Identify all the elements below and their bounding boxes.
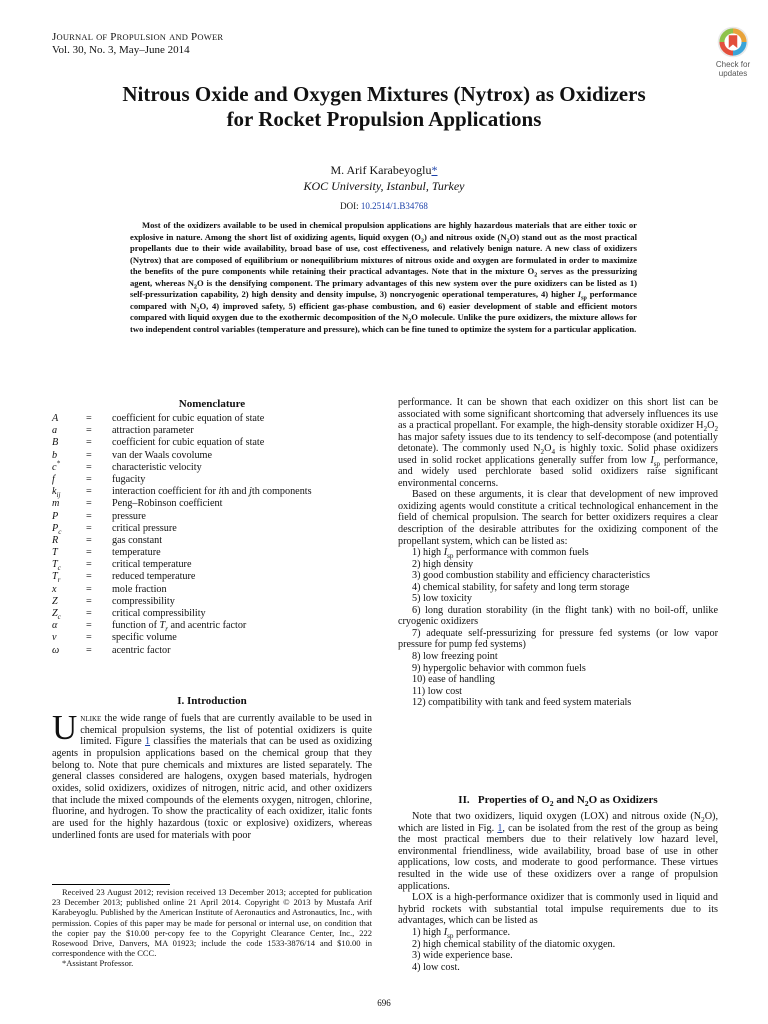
nomenclature-symbol: $T_c$ [52, 559, 61, 573]
list-item: 2) high chemical stability of the diatomic oxygen. [412, 938, 616, 950]
nomenclature-equals: = [86, 559, 92, 571]
section2-text [398, 811, 718, 973]
nomenclature-row [52, 437, 372, 449]
nomenclature-equals: = [86, 510, 92, 522]
section2-paragraph-2: LOX is a high-performance oxidizer that is commonly used in liquid and hybrid rockets with substantial total impulse requirements due to its advantages, which can be listed as [398, 892, 718, 927]
list-item: 5) low toxicity [412, 593, 472, 605]
nomenclature-definition: mole fraction [112, 583, 167, 595]
intro-text-part2: classifies the materials that can be used as oxidizing agents in propulsion applications based on the chemical group that they belong to. Note that pure chemicals and mixtures are listed separately. The general classes considered are halogens, oxygen based materials, hydrogen oxides, solid oxidizers, oxidizes of nitrogen, nitric acid, and other oxidizers that include the mixed compounds of the elements oxygen, nitrogen, chlorine, fluorine, and hydrogen. To show the practicality of each oxidizer, italic fonts are used for the highly hazardous (toxic or explosive) oxidizers, whereas underlined fonts are used for materials with poor [52, 736, 372, 841]
nomenclature-row [52, 498, 372, 510]
nomenclature-equals: = [86, 608, 92, 619]
affiliation: KOC University, Istanbul, Turkey [303, 179, 465, 193]
nomenclature-definition: specific volume [112, 632, 177, 644]
author-footnote-link[interactable]: * [431, 163, 438, 177]
nomenclature-symbol: v [52, 632, 57, 644]
nomenclature-row [52, 523, 372, 535]
list-item: 2) high density [412, 558, 474, 570]
nomenclature-row [52, 584, 372, 596]
right-column-text [398, 397, 718, 709]
paper-title [40, 82, 728, 132]
nomenclature-equals: = [86, 571, 92, 583]
nomenclature-symbol: b [52, 449, 58, 461]
check-for-updates-badge[interactable] [700, 25, 766, 81]
journal-name [52, 31, 223, 44]
list-item: 1) high $I_{sp}$ performance with common fuels [412, 547, 589, 561]
nomenclature-row [52, 559, 372, 571]
introduction-text [52, 708, 372, 841]
paper-title-line1: Nitrous Oxide and Oxygen Mixtures (Nytrox) as Oxidizers [122, 82, 646, 106]
right-paragraph-2: Based on these arguments, it is clear that development of new improved oxidizing agents would constitute a critical technological enhancement in the field of chemical propulsion. The search for better oxidizers requires a clear description of the desirable attributes for the oxidizing component of the propellant system, which can be listed as: [398, 489, 718, 547]
footnote [52, 887, 372, 969]
nomenclature-row [52, 608, 372, 620]
dropcap-letter: U [52, 708, 78, 747]
nomenclature-row [52, 511, 372, 523]
list-item: 11) low cost [412, 685, 462, 697]
nomenclature-definition: critical compressibility [112, 608, 206, 619]
doi-line [40, 201, 728, 212]
list-item: 3) wide experience base. [412, 950, 513, 962]
list-item: 12) compatibility with tank and feed system materials [412, 697, 632, 709]
nomenclature-symbol: $P_c$ [52, 522, 62, 536]
abstract: Most of the oxidizers available to be used in chemical propulsion applications are highly hazardous materials that are either toxic or explosive in nature. Among the short list of oxidizing agents, liquid oxygen $(O_2)$ and nitrous oxide $(N_2O)$ stand out as the most practical propellants due to their wide availability, broad base of use, cost effectiveness, and relatively benign nature. A new class of oxidizers (Nytrox) that are composed of equilibrium or nonequilibrium mixtures of nitrous oxide and oxygen are formulated in order to maximize the benefits of the pure components while retaining their practical advantages. Note that in the mixture $O_2$ serves as the pressurizing agent, whereas $N_2O$ is the densifying component. The primary advantages of this new system over the pure oxidizers can be listed as 1) self-pressurization capability, 2) high density and density impulse, 3) noncryogenic operational temperatures, 4) higher $I_{sp}$ performance compared with $N_2O$, 4) improved safety, 5) efficient gas-phase combustion, and 6) easier development of stable and efficient motors compared with liquid oxygen due to the exothermic decomposition of the $N_2O$ molecule. Unlike the pure oxidizers, the mixture allows for two independent control variables (temperature and pressure), which can be fine tuned to optimize the system for a particular application. [130, 220, 637, 334]
list-item: 3) good combustion stability and efficiency characteristics [412, 570, 651, 582]
nomenclature-equals: = [86, 547, 92, 559]
nomenclature-row [52, 547, 372, 559]
nomenclature-equals: = [86, 449, 92, 461]
nomenclature-row [52, 632, 372, 644]
page-number: 696 [377, 998, 391, 1008]
badge-label-line1: Check for [715, 60, 751, 69]
section-heading-properties: II. Properties of $O_2$ and $N_2O$ as Oxidizers [458, 794, 658, 809]
nomenclature-definition: temperature [112, 547, 161, 559]
nomenclature-equals: = [86, 413, 92, 424]
nomenclature-row [52, 486, 372, 498]
right-paragraph-1: performance. It can be shown that each oxidizer on this short list can be associated with some significant shortcoming that adversely influences its use as a practical propellant. For example, the high-density storable oxidizer $H_2O_2$ has major safety issues due to its tendency to self-decompose (and potentially detonate). The commonly used $N_2O_4$ is highly toxic. Solid phase oxidizers used in solid rocket applications generally suffer from low $I_{sp}$ performance, and widely used perchlorate based solid oxidizers raise significant environmental concerns. [398, 397, 718, 489]
nomenclature-equals: = [86, 437, 92, 449]
nomenclature-definition: attraction parameter [112, 425, 194, 437]
nomenclature-equals: = [86, 522, 92, 534]
nomenclature-equals: = [86, 498, 92, 510]
nomenclature-equals: = [86, 425, 92, 437]
nomenclature-equals: = [86, 534, 92, 546]
nomenclature-row [52, 645, 372, 657]
journal-name-text: JOURNAL OF PROPULSION AND POWER [52, 31, 224, 43]
nomenclature-row [52, 474, 372, 486]
section-heading-introduction: I. Introduction [177, 695, 247, 707]
footnote-author-note: *Assistant Professor. [62, 958, 134, 969]
nomenclature-row [52, 450, 372, 462]
figure-1-link[interactable]: 1 [144, 736, 151, 748]
nomenclature-equals: = [86, 486, 92, 498]
nomenclature-definition: fugacity [112, 473, 146, 485]
nomenclature-symbol: m [52, 498, 60, 510]
footnote-received: Received 23 August 2012; revision received 13 December 2013; accepted for publication 23 December 2013; published online 21 April 2014. Copyright © 2013 by Mustafa Arif Karabeyoglu. Published by the American Institute of Aeronautics and Astronautics, Inc., with permission. Copies of this paper may be made for personal or internal use, on condition that the copier pay the $10.00 per-copy fee to the Copyright Clearance Center, Inc., 222 Rosewood Drive, Danvers, MA 01923; include the code 1533-3876/14 and $10.00 in correspondence with the CCC. [52, 887, 372, 959]
section2-paragraph-1: Note that two oxidizers, liquid oxygen (LOX) and nitrous oxide $(N_2O)$, which are listed in Fig. 1, can be isolated from the rest of the group as being the most practical members due to their relatively low hazard level, environmental friendliness, wide availability, broad base of use in other applications, low costs, and moderate to good performance. These virtues resulted in the wide use of these oxidizers over a range of propulsion applications. [398, 811, 719, 892]
nomenclature-heading: Nomenclature [178, 398, 246, 410]
check-for-updates-icon [716, 25, 750, 59]
nomenclature-row [52, 413, 372, 425]
intro-lead-word: nlike [80, 713, 102, 724]
list-item: 7) adequate self-pressurizing for pressure fed systems (or low vapor pressure for pump fed systems) [398, 627, 718, 651]
list-item: 8) low freezing point [412, 651, 498, 663]
paper-title-line2: for Rocket Propulsion Applications [226, 107, 542, 131]
figure-1-link[interactable]: 1 [497, 822, 503, 834]
nomenclature-equals: = [86, 620, 92, 632]
nomenclature-row [52, 596, 372, 608]
footnote-rule [52, 884, 170, 885]
badge-label [700, 60, 766, 78]
nomenclature-definition: critical temperature [112, 559, 192, 571]
nomenclature-equals: = [86, 644, 92, 656]
nomenclature-equals: = [86, 595, 92, 607]
nomenclature-symbol: B [52, 437, 59, 449]
nomenclature-definition: characteristic velocity [112, 461, 202, 473]
nomenclature-row [52, 535, 372, 547]
nomenclature-list [52, 413, 372, 657]
list-item: 10) ease of handling [412, 674, 495, 686]
nomenclature-symbol: T [52, 547, 58, 559]
nomenclature-definition: coefficient for cubic equation of state [112, 437, 265, 449]
list-item: 4) low cost. [412, 961, 460, 973]
nomenclature-equals: = [86, 461, 92, 473]
nomenclature-definition: interaction coefficient for ith and jth components [112, 486, 312, 498]
nomenclature-symbol: R [52, 534, 59, 546]
nomenclature-equals: = [86, 583, 92, 595]
nomenclature-symbol: α [52, 620, 58, 632]
nomenclature-row [52, 459, 372, 474]
nomenclature-symbol: P [52, 510, 59, 522]
nomenclature-definition: reduced temperature [112, 571, 196, 583]
doi-link[interactable]: 10.2514/1.B34768 [360, 201, 428, 211]
nomenclature-symbol: $Z_c$ [52, 608, 61, 622]
nomenclature-definition: acentric factor [112, 644, 171, 656]
nomenclature-symbol: A [52, 413, 59, 424]
nomenclature-symbol: c* [52, 459, 61, 473]
nomenclature-symbol: a [52, 425, 58, 437]
nomenclature-symbol: x [52, 583, 57, 595]
nomenclature-definition: pressure [112, 510, 146, 522]
list-item: 9) hypergolic behavior with common fuels [412, 662, 586, 674]
author-name: M. Arif Karabeyoglu [330, 163, 432, 177]
nomenclature-definition: compressibility [112, 595, 175, 607]
journal-volume: Vol. 30, No. 3, May–June 2014 [52, 44, 190, 56]
author-line [40, 163, 728, 178]
nomenclature-symbol: ω [52, 644, 60, 656]
nomenclature-definition: coefficient for cubic equation of state [112, 413, 265, 424]
nomenclature-definition: Peng–Robinson coefficient [112, 498, 223, 510]
intro-text-part1: the wide range of fuels that are currently available to be used in chemical propulsion systems, the list of potential oxidizers is quite limited. Figure [80, 713, 372, 748]
list-item: 6) long duration storability (in the flight tank) with no boil-off, unlike cryogenic oxidizers [398, 604, 718, 628]
nomenclature-row [52, 425, 372, 437]
nomenclature-definition: gas constant [112, 534, 163, 546]
nomenclature-symbol: $k_{ij}$ [52, 486, 61, 500]
list-item: 4) chemical stability, for safety and long term storage [412, 581, 630, 593]
nomenclature-definition: critical pressure [112, 522, 177, 534]
doi-label: DOI: [340, 201, 359, 211]
nomenclature-definition: function of $T_r$ and acentric factor [112, 620, 247, 634]
nomenclature-definition: van der Waals covolume [112, 449, 212, 461]
list-item: 1) high $I_{sp}$ performance. [412, 926, 511, 940]
nomenclature-symbol: f [52, 473, 55, 485]
nomenclature-row [52, 571, 372, 583]
nomenclature-equals: = [86, 473, 92, 485]
nomenclature-equals: = [86, 632, 92, 644]
nomenclature-symbol: $T_r$ [52, 571, 61, 585]
nomenclature-row [52, 620, 372, 632]
badge-label-line2: updates [718, 69, 748, 78]
nomenclature-symbol: Z [52, 595, 58, 607]
